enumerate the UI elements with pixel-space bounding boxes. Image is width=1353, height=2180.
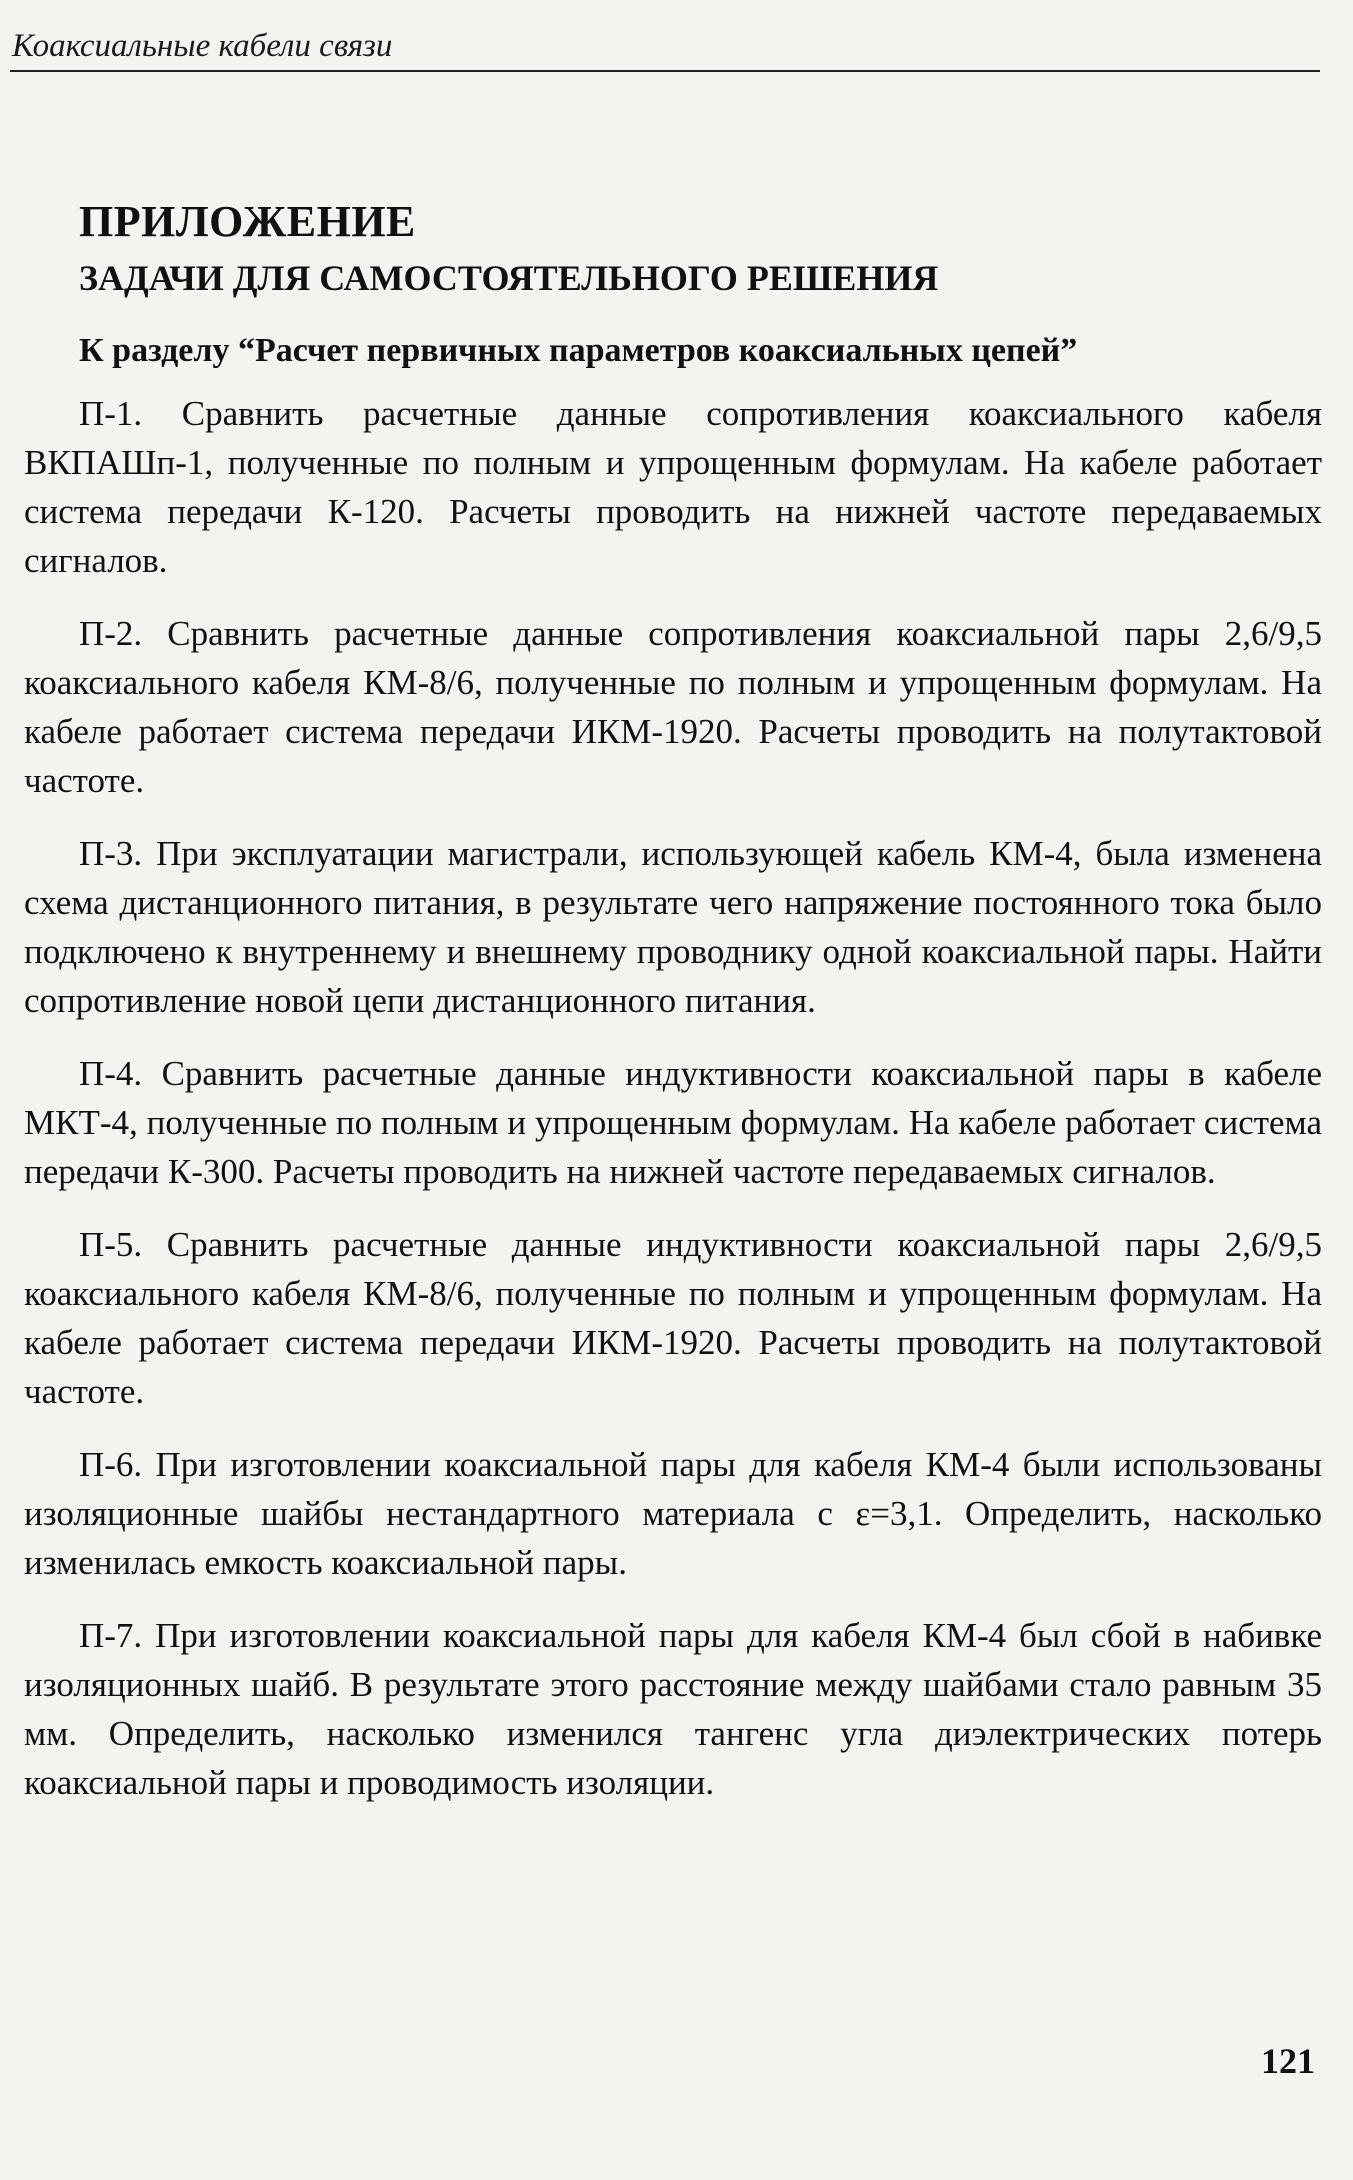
problem-7: П-7. При изготовлении коаксиальной пары для кабеля КМ-4 был сбой в набивке изоляционных шайб. В результате этого расстояние между шайбами стало равным 35 мм. Определить, насколько изменился тангенс угла диэлектрических потерь коаксиальной пары и проводимость изоляции.	[24, 1616, 1322, 1802]
problem-3: П-3. При эксплуатации магистрали, использующей кабель КМ-4, была изменена схема дистанционного питания, в результате чего напряжение постоянного тока было подключено к внутреннему и внешнему проводнику одной коаксиальной пары. Найти сопротивление новой цепи дистанционного питания.	[24, 834, 1322, 1020]
problem-4: П-4. Сравнить расчетные данные индуктивности коаксиальной пары в кабеле МКТ-4, полученные по полным и упрощенным формулам. На кабеле работает система передачи К-300. Расчеты проводить на нижней частоте передаваемых сигналов.	[24, 1054, 1322, 1191]
page-body	[24, 196, 1322, 1831]
subsection-title: К разделу “Расчет первичных параметров коаксиальных цепей”	[79, 332, 1078, 369]
section-title: ЗАДАЧИ ДЛЯ САМОСТОЯТЕЛЬНОГО РЕШЕНИЯ	[79, 258, 939, 298]
problem-5: П-5. Сравнить расчетные данные индуктивности коаксиальной пары 2,6/9,5 коаксиального кабеля КМ-8/6, полученные по полным и упрощенным формулам. На кабеле работает система передачи ИКМ-1920. Расчеты проводить на полутактовой частоте.	[24, 1225, 1322, 1411]
running-head: Коаксиальные кабели связи	[12, 28, 393, 64]
problem-1: П-1. Сравнить расчетные данные сопротивления коаксиального кабеля ВКПАШп-1, полученные по полным и упрощенным формулам. На кабеле работает система передачи К-120. Расчеты проводить на нижней частоте передаваемых сигналов.	[24, 394, 1322, 580]
header-rule	[10, 70, 1320, 72]
problem-6: П-6. При изготовлении коаксиальной пары для кабеля КМ-4 были использованы изоляционные шайбы нестандартного материала с ε=3,1. Определить, насколько изменилась емкость коаксиальной пары.	[24, 1445, 1322, 1582]
problem-2: П-2. Сравнить расчетные данные сопротивления коаксиальной пары 2,6/9,5 коаксиального кабеля КМ-8/6, полученные по полным и упрощенным формулам. На кабеле работает система передачи ИКМ-1920. Расчеты проводить на полутактовой частоте.	[24, 614, 1322, 800]
appendix-title: ПРИЛОЖЕНИЕ	[79, 197, 416, 246]
page-number: 121	[1261, 2041, 1315, 2081]
